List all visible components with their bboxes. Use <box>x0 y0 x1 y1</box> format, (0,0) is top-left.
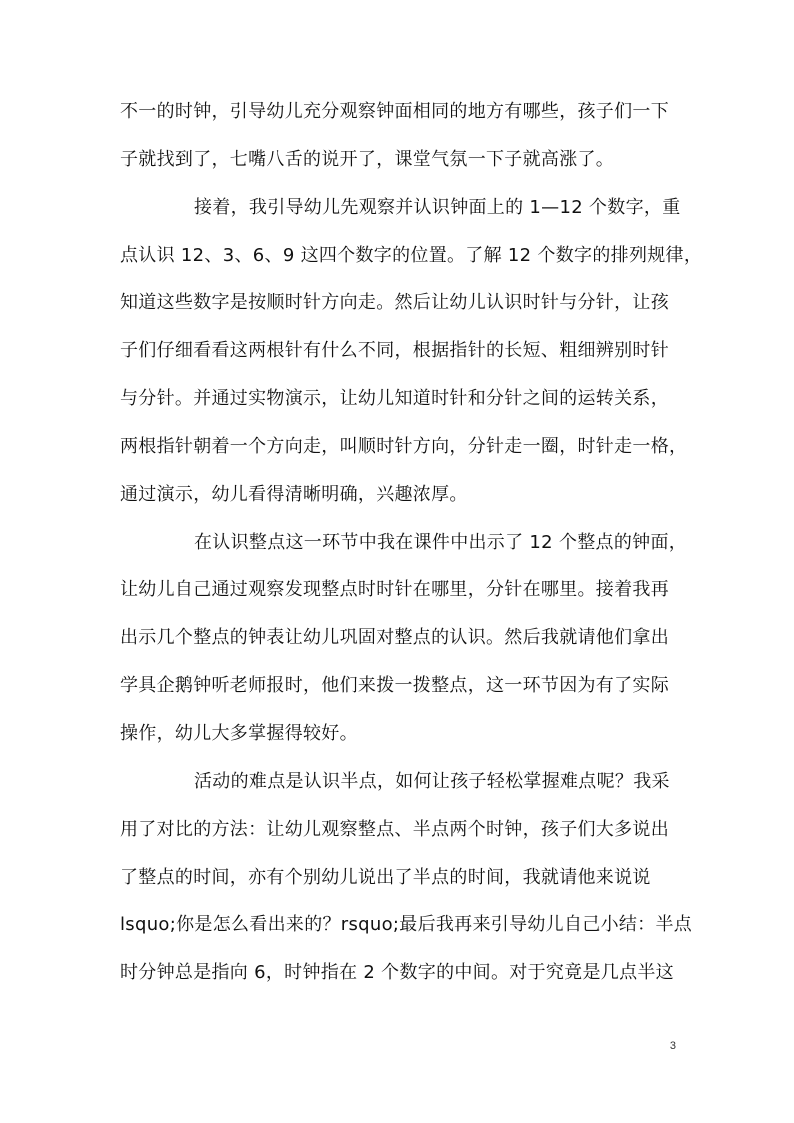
text-line: 学具企鹅钟听老师报时，他们来拨一拨整点，这一环节因为有了实际 <box>120 675 669 697</box>
text-line: 操作，幼儿大多掌握得较好。 <box>120 722 358 744</box>
text-line: 接着，我引导幼儿先观察并认识钟面上的 1—12 个数字，重 <box>194 196 681 218</box>
text-line: 点认识 12、3、6、9 这四个数字的位置。了解 12 个数字的排列规律， <box>120 244 703 266</box>
text-line: 了整点的时间，亦有个别幼儿说出了半点的时间，我就请他来说说 <box>120 866 651 888</box>
text-line: 在认识整点这一环节中我在课件中出示了 12 个整点的钟面， <box>194 531 688 553</box>
text-line: 两根指针朝着一个方向走，叫顺时针方向，分针走一圈，时针走一格， <box>120 435 688 457</box>
text-line: lsquo;你是怎么看出来的？rsquo;最后我再来引导幼儿自己小结：半点 <box>120 914 693 936</box>
text-line: 不一的时钟，引导幼儿充分观察钟面相同的地方有哪些，孩子们一下 <box>120 101 669 122</box>
text-line: 用了对比的方法：让幼儿观察整点、半点两个时钟，孩子们大多说出 <box>120 818 669 840</box>
text-line: 时分钟总是指向 6，时钟指在 2 个数字的中间。对于究竟是几点半这 <box>120 962 674 984</box>
text-line: 让幼儿自己通过观察发现整点时时针在哪里，分针在哪里。接着我再 <box>120 579 669 601</box>
text-line: 通过演示，幼儿看得清晰明确，兴趣浓厚。 <box>120 483 468 505</box>
text-line: 与分针。并通过实物演示，让幼儿知道时针和分针之间的运转关系， <box>120 388 669 410</box>
body-text <box>120 88 703 997</box>
page-number: 3 <box>669 1040 676 1052</box>
text-line: 活动的难点是认识半点，如何让孩子轻松掌握难点呢？我采 <box>194 770 670 792</box>
text-line: 出示几个整点的钟表让幼儿巩固对整点的认识。然后我就请他们拿出 <box>120 627 669 649</box>
text-line: 子们仔细看看这两根针有什么不同，根据指针的长短、粗细辨别时针 <box>120 340 669 362</box>
text-line: 子就找到了，七嘴八舌的说开了，课堂气氛一下子就高涨了。 <box>120 148 615 170</box>
text-line: 知道这些数字是按顺时针方向走。然后让幼儿认识时针与分针，让孩 <box>120 292 669 314</box>
